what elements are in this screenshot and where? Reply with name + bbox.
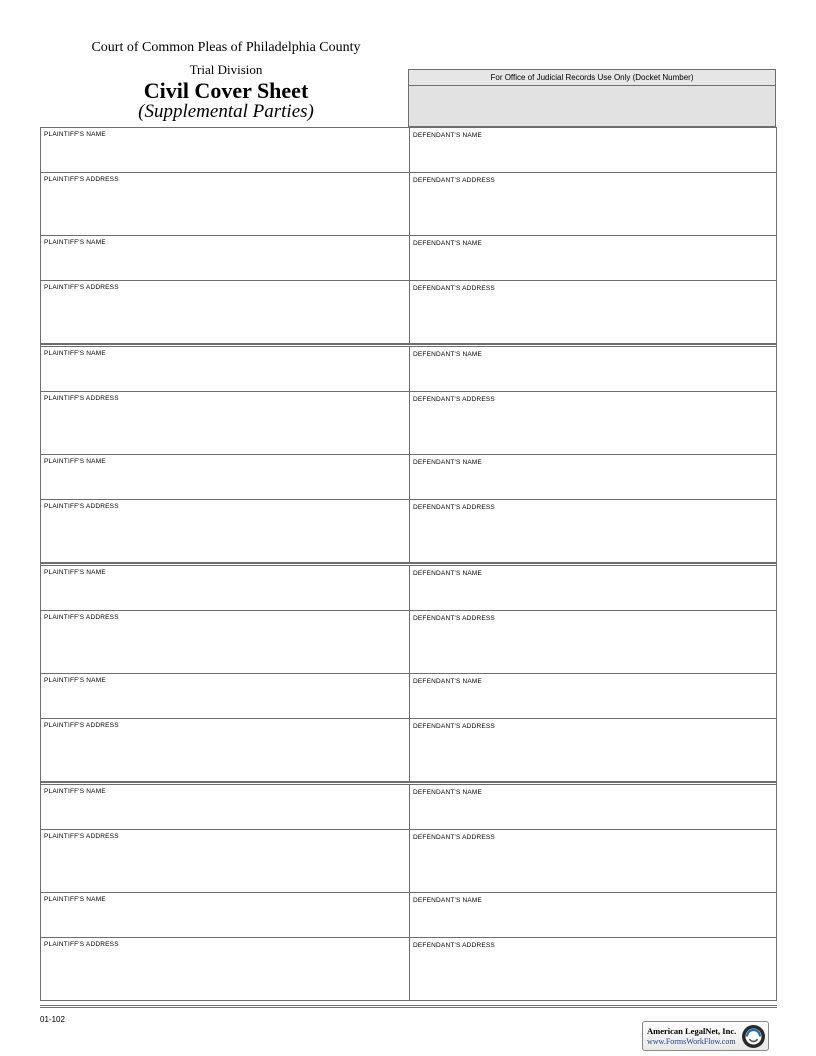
publisher-name: American LegalNet, Inc. [647, 1026, 737, 1036]
plaintiff-address-field[interactable] [41, 392, 409, 454]
field-label: PLAINTIFF'S NAME [44, 569, 106, 576]
field-label: PLAINTIFF'S NAME [44, 239, 106, 246]
party-row [41, 281, 776, 344]
plaintiff-name-field[interactable] [41, 785, 409, 829]
field-label: DEFENDANT'S ADDRESS [413, 615, 495, 622]
defendant-name-field[interactable] [409, 236, 776, 280]
plaintiff-name-field[interactable] [41, 893, 409, 937]
field-label: DEFENDANT'S NAME [413, 459, 483, 466]
field-label: PLAINTIFF'S NAME [44, 131, 106, 138]
plaintiff-address-field[interactable] [41, 281, 409, 343]
party-row [41, 128, 776, 173]
court-name: Court of Common Pleas of Philadelphia County [91, 40, 361, 55]
field-label: DEFENDANT'S NAME [413, 132, 483, 139]
field-label: DEFENDANT'S ADDRESS [413, 504, 495, 511]
party-row [41, 611, 776, 674]
field-label: DEFENDANT'S NAME [413, 897, 483, 904]
field-label: PLAINTIFF'S ADDRESS [44, 833, 119, 840]
publisher-logo[interactable] [642, 1021, 769, 1051]
defendant-address-field[interactable] [409, 500, 776, 562]
party-row [41, 236, 776, 281]
party-row [41, 500, 776, 563]
field-label: PLAINTIFF'S ADDRESS [44, 395, 119, 402]
defendant-name-field[interactable] [409, 347, 776, 391]
field-label: DEFENDANT'S NAME [413, 351, 483, 358]
form-subtitle: (Supplemental Parties) [138, 101, 314, 122]
docket-label: For Office of Judicial Records Use Only (Docket Number) [409, 70, 775, 86]
docket-number-field[interactable] [409, 86, 775, 126]
field-label: DEFENDANT'S ADDRESS [413, 834, 495, 841]
party-row [41, 830, 776, 893]
party-row [41, 566, 776, 611]
form-title: Civil Cover Sheet [143, 78, 309, 103]
plaintiff-address-field[interactable] [41, 173, 409, 235]
party-group [41, 344, 776, 563]
defendant-address-field[interactable] [409, 830, 776, 892]
plaintiff-address-field[interactable] [41, 938, 409, 1000]
party-row [41, 347, 776, 392]
party-row [41, 392, 776, 455]
plaintiff-name-field[interactable] [41, 566, 409, 610]
field-label: PLAINTIFF'S ADDRESS [44, 722, 119, 729]
field-label: PLAINTIFF'S ADDRESS [44, 503, 119, 510]
party-row [41, 893, 776, 938]
party-row [41, 938, 776, 1001]
plaintiff-address-field[interactable] [41, 500, 409, 562]
field-label: PLAINTIFF'S ADDRESS [44, 284, 119, 291]
defendant-address-field[interactable] [409, 173, 776, 235]
field-label: DEFENDANT'S NAME [413, 240, 483, 247]
field-label: PLAINTIFF'S NAME [44, 788, 106, 795]
party-row [41, 785, 776, 830]
defendant-name-field[interactable] [409, 455, 776, 499]
party-group [41, 563, 776, 782]
plaintiff-address-field[interactable] [41, 719, 409, 781]
field-label: PLAINTIFF'S ADDRESS [44, 176, 119, 183]
field-label: PLAINTIFF'S NAME [44, 677, 106, 684]
plaintiff-address-field[interactable] [41, 830, 409, 892]
plaintiff-name-field[interactable] [41, 128, 409, 172]
field-label: DEFENDANT'S ADDRESS [413, 177, 495, 184]
party-row [41, 455, 776, 500]
plaintiff-name-field[interactable] [41, 455, 409, 499]
party-row [41, 719, 776, 782]
defendant-name-field[interactable] [409, 893, 776, 937]
defendant-name-field[interactable] [409, 674, 776, 718]
form-number: 01-102 [40, 1015, 65, 1024]
party-row [41, 173, 776, 236]
field-label: DEFENDANT'S ADDRESS [413, 723, 495, 730]
field-label: PLAINTIFF'S ADDRESS [44, 941, 119, 948]
party-row [41, 674, 776, 719]
field-label: DEFENDANT'S ADDRESS [413, 942, 495, 949]
defendant-name-field[interactable] [409, 128, 776, 172]
defendant-address-field[interactable] [409, 611, 776, 673]
field-label: DEFENDANT'S NAME [413, 678, 483, 685]
division-name: Trial Division [189, 62, 263, 77]
grid-bottom-border [40, 1005, 777, 1008]
field-label: PLAINTIFF'S NAME [44, 896, 106, 903]
plaintiff-name-field[interactable] [41, 347, 409, 391]
defendant-name-field[interactable] [409, 566, 776, 610]
docket-box [408, 69, 776, 127]
parties-grid [40, 127, 777, 1001]
party-group [41, 782, 776, 1001]
defendant-address-field[interactable] [409, 719, 776, 781]
field-label: DEFENDANT'S ADDRESS [413, 396, 495, 403]
field-label: PLAINTIFF'S ADDRESS [44, 614, 119, 621]
field-label: PLAINTIFF'S NAME [44, 458, 106, 465]
defendant-address-field[interactable] [409, 281, 776, 343]
publisher-website: www.FormsWorkFlow.com [647, 1037, 736, 1046]
field-label: DEFENDANT'S ADDRESS [413, 285, 495, 292]
defendant-name-field[interactable] [409, 785, 776, 829]
plaintiff-address-field[interactable] [41, 611, 409, 673]
party-group [41, 128, 776, 344]
plaintiff-name-field[interactable] [41, 674, 409, 718]
globe-icon [741, 1024, 766, 1049]
defendant-address-field[interactable] [409, 938, 776, 1000]
plaintiff-name-field[interactable] [41, 236, 409, 280]
field-label: DEFENDANT'S NAME [413, 789, 483, 796]
field-label: PLAINTIFF'S NAME [44, 350, 106, 357]
field-label: DEFENDANT'S NAME [413, 570, 483, 577]
defendant-address-field[interactable] [409, 392, 776, 454]
